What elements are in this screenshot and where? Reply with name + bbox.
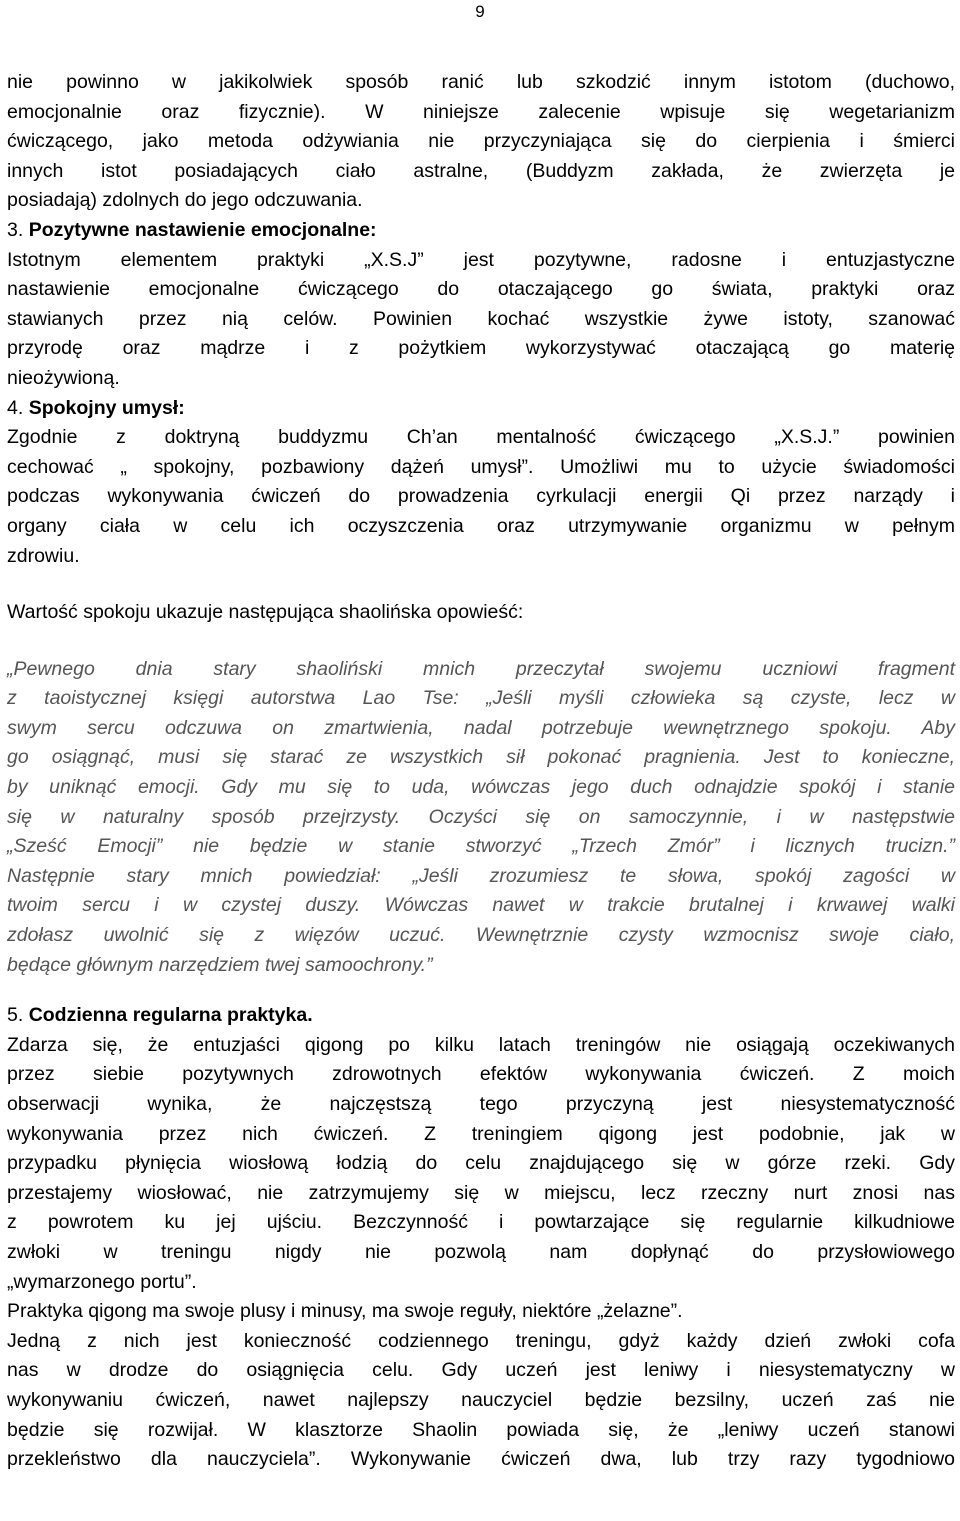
section-title: Pozytywne nastawienie emocjonalne: bbox=[28, 218, 377, 241]
story-line: twoim sercu i w czystej duszy. Wówczas nawet w trakcie brutalnej i krwawej walki bbox=[7, 894, 955, 917]
story-line: go osiągnąć, musi się starać ze wszystkich sił pokonać pragnienia. Jest to konieczne, bbox=[7, 746, 955, 769]
text-line: zdrowiu. bbox=[7, 544, 80, 567]
spacer bbox=[7, 980, 955, 1001]
section-number: 5. bbox=[7, 1004, 24, 1027]
text-line: obserwacji wynika, że najczęstszą tego przyczyną jest niesystematyczność bbox=[7, 1093, 955, 1115]
text-line: wykonywania przez nich ćwiczeń. Z treningiem qigong jest podobnie, jak w bbox=[7, 1122, 955, 1145]
text-line: wykonywaniu ćwiczeń, nawet najlepszy nauczyciel będzie bezsilny, uczeń zaś nie bbox=[7, 1388, 955, 1411]
text-line: Istotnym elementem praktyki „X.S.J” jest pozytywne, radosne i entuzjastyczne bbox=[7, 248, 955, 271]
text-line: podczas wykonywania ćwiczeń do prowadzenia cyrkulacji energii Qi przez narządy i bbox=[7, 485, 955, 508]
section-title: Spokojny umysł: bbox=[28, 396, 185, 419]
text-line: nastawienie emocjonalne ćwiczącego do otaczającego go świata, praktyki oraz bbox=[7, 278, 955, 301]
section-number: 3. bbox=[7, 218, 24, 241]
story-line: zdołasz uwolnić się z więzów uczuć. Wewnętrznie czysty wzmocnisz swoje ciało, bbox=[7, 924, 955, 947]
paragraph-intro bbox=[7, 68, 955, 216]
story-line: swym sercu odczuwa on zmartwienia, nadal potrzebuje wewnętrznego spokoju. Aby bbox=[7, 716, 955, 739]
shaolin-story bbox=[7, 655, 955, 981]
story-line: się w naturalny sposób przejrzysty. Oczyści się on samoczynnie, i w następstwie bbox=[7, 805, 955, 828]
section-heading bbox=[7, 394, 955, 424]
text-line: z powrotem ku jej ujściu. Bezczynność i powtarzające się regularnie kilkudniowe bbox=[7, 1211, 955, 1234]
story-line: „Sześć Emocji” nie będzie w stanie stworzyć „Trzech Zmór” i licznych trucizn.” bbox=[7, 835, 955, 858]
story-line: Następnie stary mnich powiedział: „Jeśli zrozumiesz te słowa, spokój zagości w bbox=[7, 864, 955, 887]
section-3 bbox=[7, 216, 955, 394]
text-line: przez siebie pozytywnych zdrowotnych efektów wykonywania ćwiczeń. Z moich bbox=[7, 1063, 955, 1086]
story-line: z taoistycznej księgi autorstwa Lao Tse: „Jeśli myśli człowieka są czyste, lecz w bbox=[7, 687, 955, 710]
section-5 bbox=[7, 1001, 955, 1475]
spacer bbox=[7, 628, 955, 655]
page-number bbox=[0, 2, 960, 22]
document-body bbox=[7, 68, 955, 1475]
story-intro-text: Wartość spokoju ukazuje następująca shaolińska opowieść: bbox=[7, 601, 524, 624]
text-line: posiadają) zdolnych do jego odczuwania. bbox=[7, 189, 363, 212]
story-line: „Pewnego dnia stary shaoliński mnich przeczytał swojemu uczniowi fragment bbox=[7, 657, 955, 680]
text-line: nieożywioną. bbox=[7, 366, 120, 389]
text-line: organy ciała w celu ich oczyszczenia oraz utrzymywanie organizmu w pełnym bbox=[7, 514, 955, 537]
story-line: by uniknąć emocji. Gdy mu się to uda, wówczas jego duch odnajdzie spokój i stanie bbox=[7, 776, 955, 799]
text-line: ćwiczącego, jako metoda odżywiania nie przyczyniająca się do cierpienia i śmierci bbox=[7, 130, 955, 153]
text-line: przekleństwo dla nauczyciela”. Wykonywanie ćwiczeń dwa, lub trzy razy tygodniowo bbox=[7, 1448, 955, 1471]
text-line: będzie się rozwijał. W klasztorze Shaolin powiada się, że „leniwy uczeń stanowi bbox=[7, 1418, 955, 1441]
page-number-text: 9 bbox=[475, 2, 485, 21]
text-line: innych istot posiadających ciało astralne, (Buddyzm zakłada, że zwierzęta je bbox=[7, 159, 955, 182]
text-line: emocjonalnie oraz fizycznie). W niniejsze zalecenie wpisuje się wegetarianizm bbox=[7, 100, 955, 123]
section-4 bbox=[7, 394, 955, 572]
text-line: stawianych przez nią celów. Powinien kochać wszystkie żywe istoty, szanować bbox=[7, 307, 955, 330]
text-line: Praktyka qigong ma swoje plusy i minusy, ma swoje reguły, niektóre „żelazne”. bbox=[7, 1300, 683, 1323]
text-line: Jedną z nich jest konieczność codziennego treningu, gdyż każdy dzień zwłoki cofa bbox=[7, 1329, 955, 1352]
text-line: przyrodę oraz mądrze i z pożytkiem wykorzystywać otaczającą go materię bbox=[7, 337, 955, 360]
section-heading bbox=[7, 216, 955, 246]
section-title: Codzienna regularna praktyka. bbox=[28, 1004, 313, 1027]
text-line: „wymarzonego portu”. bbox=[7, 1270, 197, 1293]
text-line: nas w drodze do osiągnięcia celu. Gdy uczeń jest leniwy i niesystematyczny w bbox=[7, 1359, 955, 1382]
section-number: 4. bbox=[7, 396, 24, 419]
text-line: nie powinno w jakikolwiek sposób ranić lub szkodzić innym istotom (duchowo, bbox=[7, 71, 955, 93]
text-line: Zdarza się, że entuzjaści qigong po kilku latach treningów nie osiągają oczekiwanych bbox=[7, 1033, 955, 1056]
text-line: przestajemy wiosłować, nie zatrzymujemy się w miejscu, lecz rzeczny nurt znosi nas bbox=[7, 1181, 955, 1204]
text-line: cechować „ spokojny, pozbawiony dążeń umysł”. Umożliwi mu to użycie świadomości bbox=[7, 455, 955, 478]
text-line: przypadku płynięcia wiosłową łodzią do celu znajdującego się w górze rzeki. Gdy bbox=[7, 1152, 955, 1175]
story-intro bbox=[7, 598, 955, 628]
section-heading bbox=[7, 1001, 955, 1031]
story-line: będące głównym narzędziem twej samoochrony.” bbox=[7, 953, 433, 976]
spacer bbox=[7, 571, 955, 598]
text-line: Zgodnie z doktryną buddyzmu Ch’an mentalność ćwiczącego „X.S.J.” powinien bbox=[7, 426, 955, 449]
text-line: zwłoki w treningu nigdy nie pozwolą nam dopłynąć do przysłowiowego bbox=[7, 1240, 955, 1263]
